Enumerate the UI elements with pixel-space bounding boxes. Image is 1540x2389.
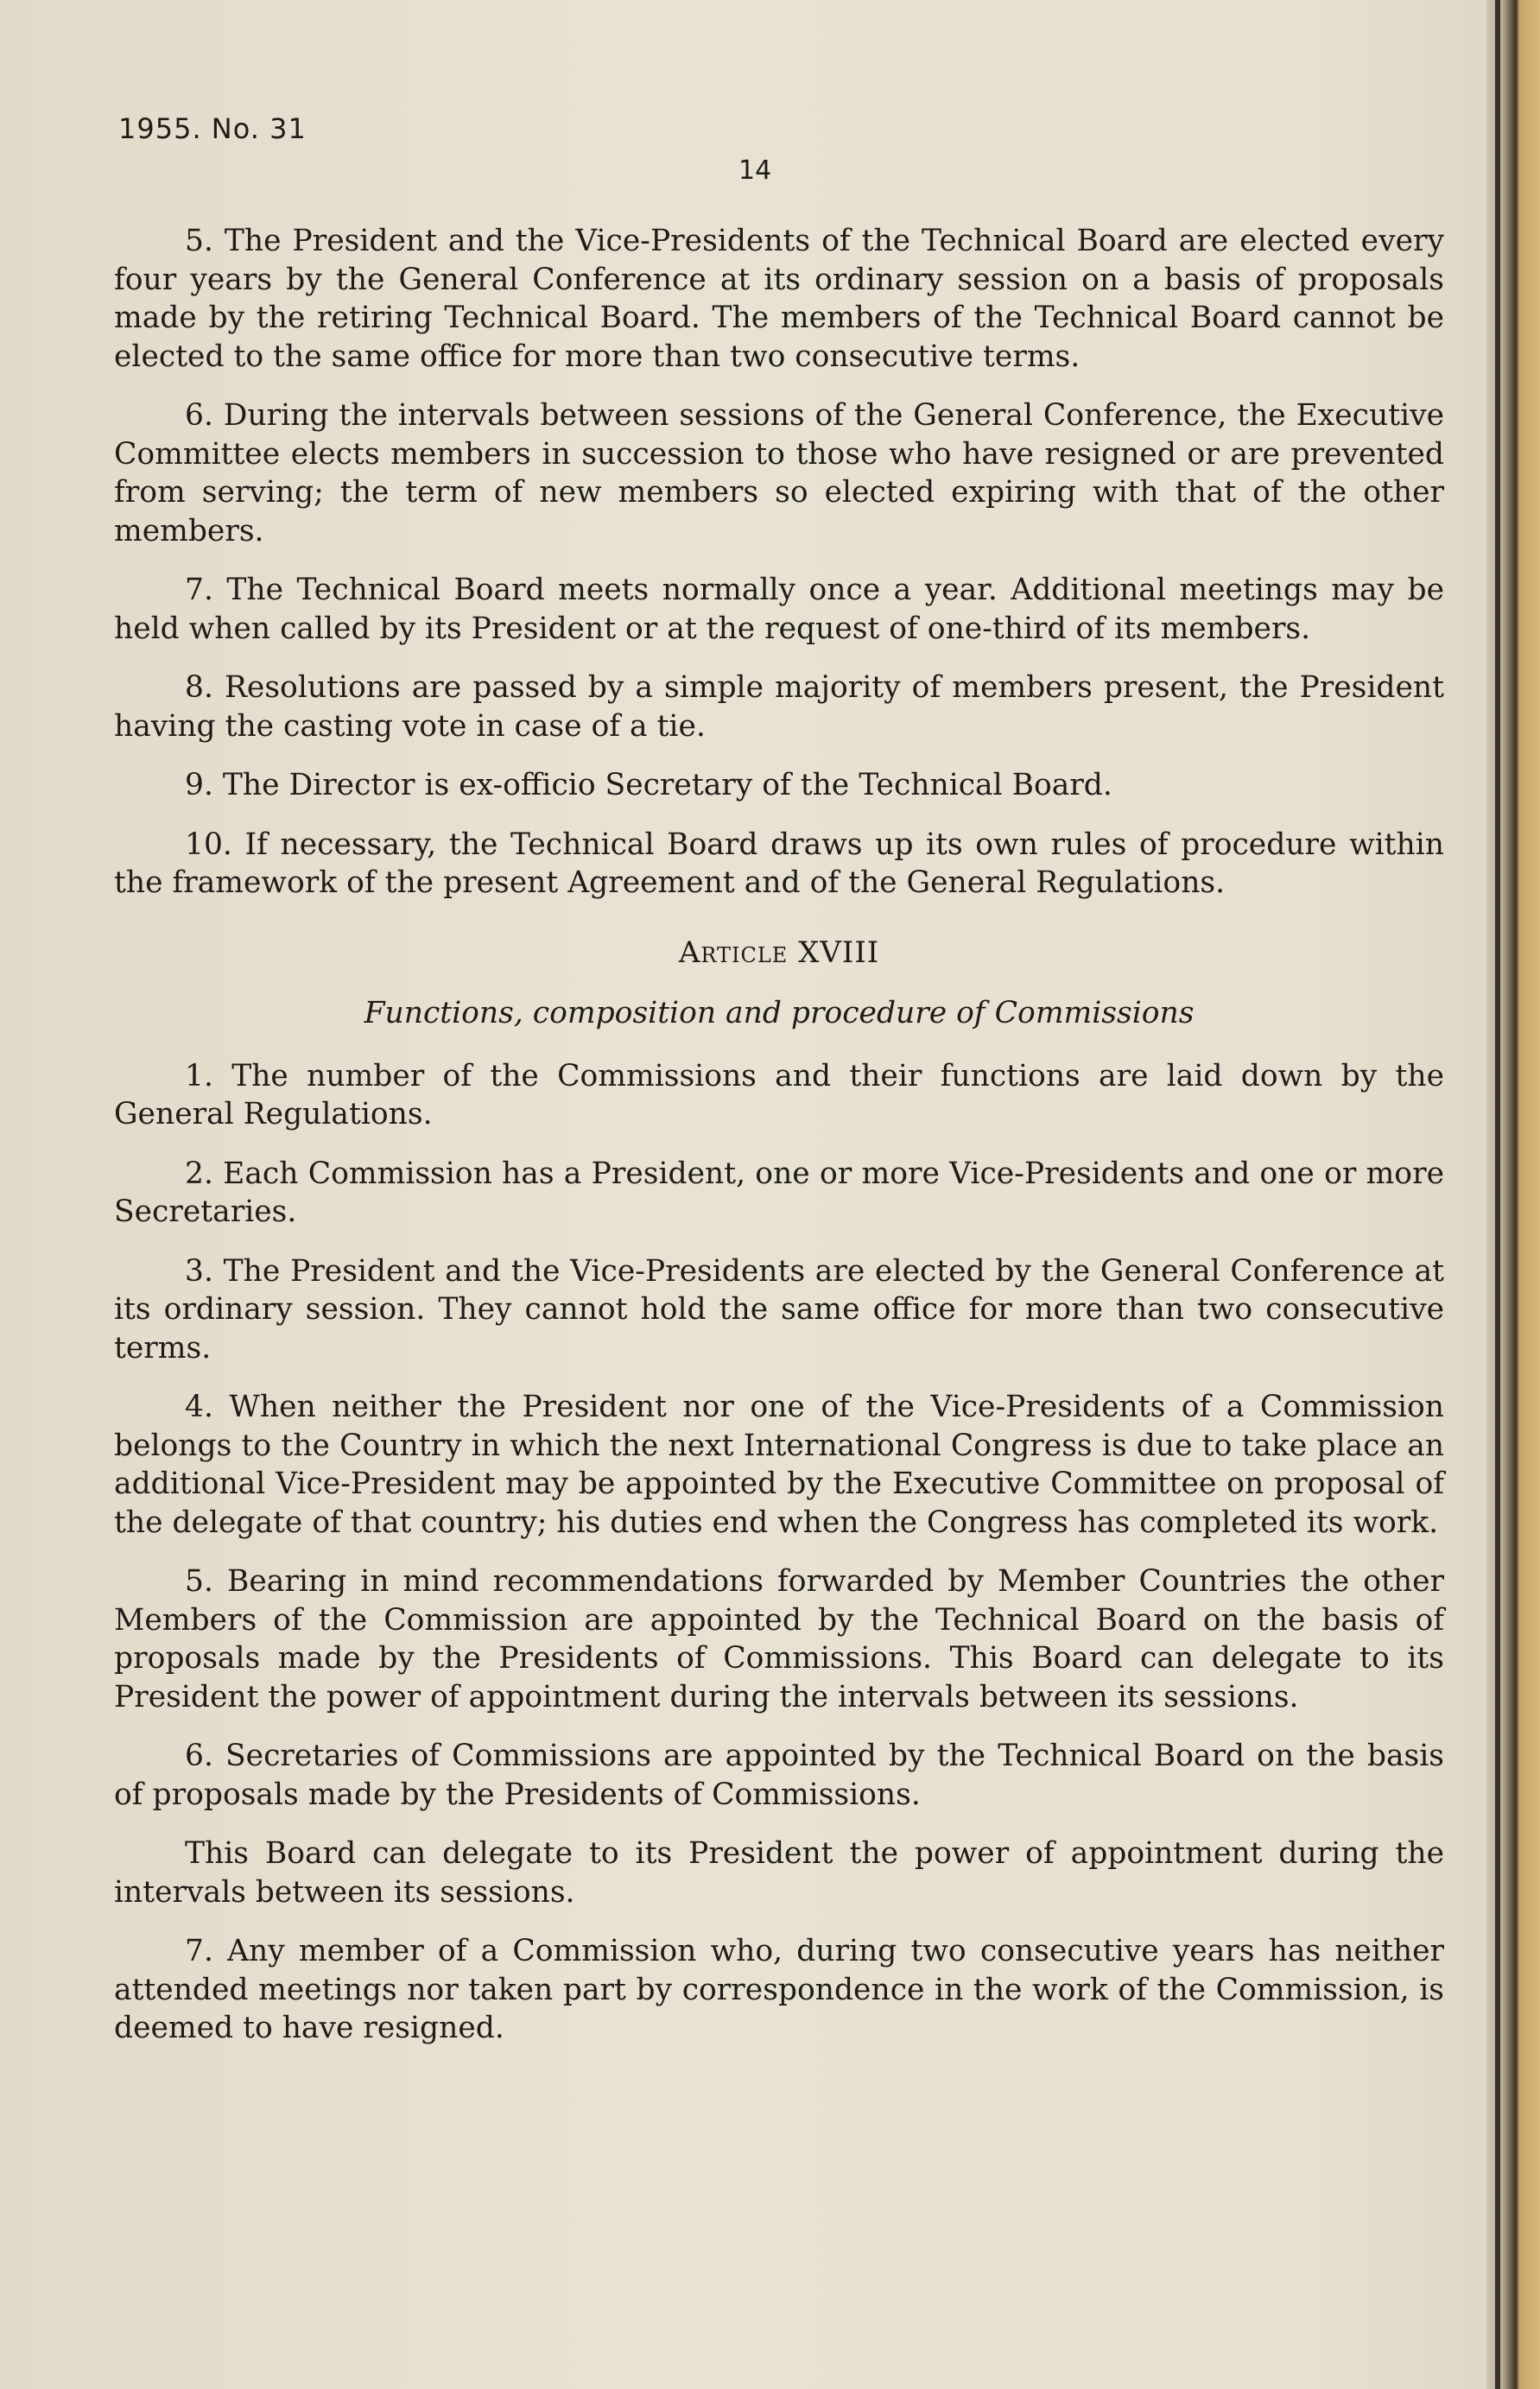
running-head: 1955. No. 31 — [118, 112, 307, 145]
paragraph-7: 7. The Technical Board meets normally once a year. Additional meetings may be held when called by its President or at the request of one-third of its members. — [114, 573, 1444, 646]
body-text — [114, 222, 1444, 2069]
article-paragraph-2: 2. Each Commission has a President, one or more Vice-Presidents and one or more Secretaries. — [114, 1156, 1444, 1229]
page-edge — [1495, 0, 1500, 2389]
article-paragraph-3: 3. The President and the Vice-Presidents are elected by the General Conference at its ordinary session. They cannot hold the same office for more than two consecutive terms. — [114, 1253, 1444, 1366]
article-paragraph-5: 5. Bearing in mind recommendations forwarded by Member Countries the other Members of the Commission are appointed by the Technical Board on the basis of proposals made by the Presidents of Commissions. This Board can delegate to its President the power of appointment during the intervals between its sessions. — [114, 1564, 1444, 1714]
paragraph-6: 6. During the intervals between sessions of the General Conference, the Executive Committee elects members in succession to those who have resigned or are prevented from serving; the term of new members so elected expiring with that of the other members. — [114, 398, 1444, 548]
article-subheading: Functions, composition and procedure of Commissions — [364, 996, 1195, 1030]
article-paragraph-6: 6. Secretaries of Commissions are appointed by the Technical Board on the basis of proposals made by the Presidents of Commissions. — [114, 1739, 1444, 1812]
article-paragraph-6-continued: This Board can delegate to its President the power of appointment during the intervals between its sessions. — [114, 1836, 1444, 1910]
page-number: 14 — [738, 155, 772, 186]
article-paragraph-7: 7. Any member of a Commission who, during two consecutive years has neither attended meetings nor taken part by correspondence in the work of the Commission, is deemed to have resigned. — [114, 1934, 1444, 2045]
paragraph-5: 5. The President and the Vice-Presidents of the Technical Board are elected every four years by the General Conference at its ordinary session on a basis of proposals made by the retiring Technical Board. The members of the Technical Board cannot be elected to the same office for more than two consecutive terms. — [114, 224, 1444, 374]
article-paragraph-1: 1. The number of the Commissions and their functions are laid down by the General Regulations. — [114, 1058, 1444, 1131]
paragraph-9: 9. The Director is ex-officio Secretary of the Technical Board. — [185, 768, 1112, 802]
article-paragraph-4: 4. When neither the President nor one of the Vice-Presidents of a Commission belongs to the Country in which the next International Congress is due to take place an additional Vice-President may be appointed by the Executive Committee on proposal of the delegate of that country; his duties end when the Congress has completed its work. — [114, 1390, 1444, 1540]
article-heading: Article XVIII — [678, 935, 880, 970]
paragraph-8: 8. Resolutions are passed by a simple majority of members present, the President having the casting vote in case of a tie. — [114, 670, 1444, 744]
paragraph-10: 10. If necessary, the Technical Board draws up its own rules of procedure within the framework of the present Agreement and of the General Regulations. — [114, 827, 1444, 900]
